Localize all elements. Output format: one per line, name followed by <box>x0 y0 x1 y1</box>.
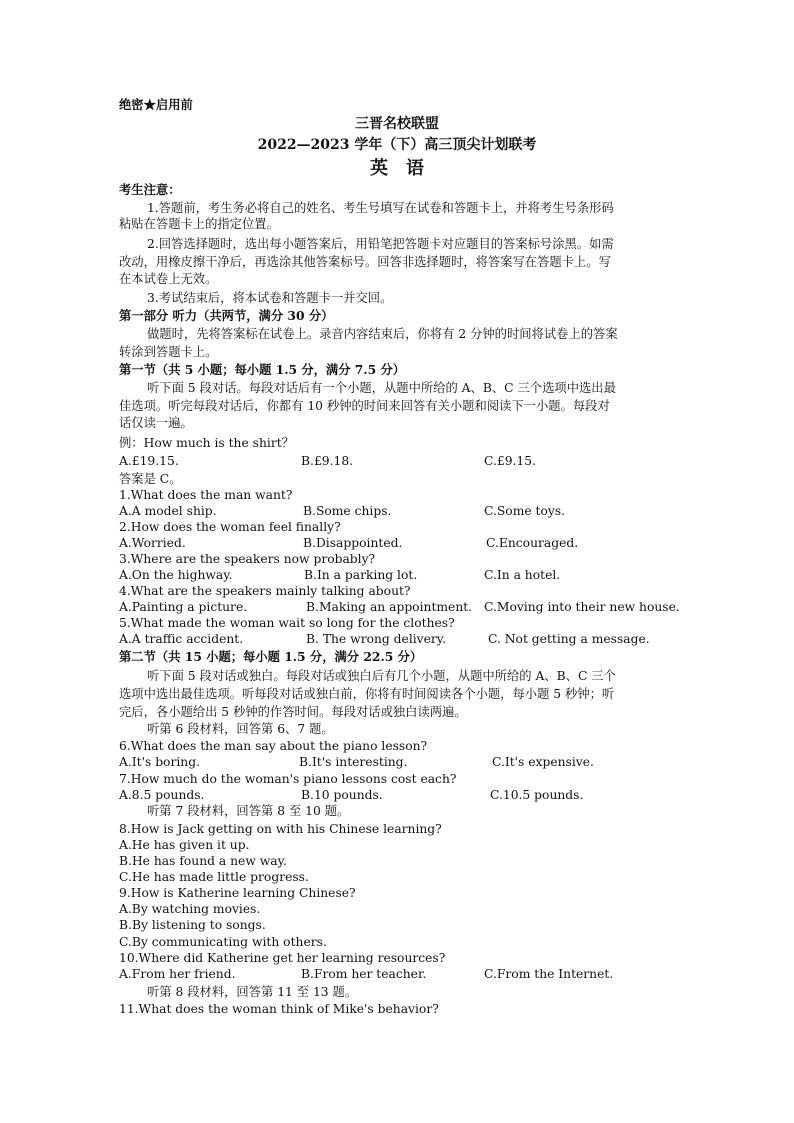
option-c: C. Not getting a message. <box>488 632 650 646</box>
notice-line: 改动，用橡皮擦干净后，再选涂其他答案标号。回答非选择题时，将答案写在答题卡上。写 <box>119 255 611 269</box>
option-a: A.He has given it up. <box>119 838 250 852</box>
material-heading: 听第 7 段材料，回答第 8 至 10 题。 <box>147 804 350 818</box>
notice-line: 粘贴在答题卡上的指定位置。 <box>119 217 279 231</box>
option-a: A.From her friend. <box>119 967 236 981</box>
part1-line: 做题时，先将答案标在试卷上。录音内容结束后，你将有 2 分钟的时间将试卷上的答案 <box>147 327 618 341</box>
part1-line: 转涂到答题卡上。 <box>119 345 218 359</box>
sec1-line: 听下面 5 段对话。每段对话后有一个小题，从题中所给的 A、B、C 三个选项中选出最 <box>147 381 616 395</box>
option-c: C.By communicating with others. <box>119 935 327 949</box>
option-b: B.From her teacher. <box>301 967 427 981</box>
option-a: A.8.5 pounds. <box>119 788 205 802</box>
question: 6.What does the man say about the piano lesson? <box>119 739 428 753</box>
option-b: B.In a parking lot. <box>304 568 418 582</box>
option-c: C.Encouraged. <box>486 536 579 550</box>
sec1-line: 话仅读一遍。 <box>119 416 193 430</box>
example-question: 例：How much is the shirt？ <box>119 436 294 450</box>
notice-line: 1.答题前，考生务必将自己的姓名、考生号填写在试卷和答题卡上，并将考生号条形码 <box>147 201 614 215</box>
option-c: C.Moving into their new house. <box>484 600 680 614</box>
question: 1.What does the man want? <box>119 488 293 502</box>
material-heading: 听第 6 段材料，回答第 6、7 题。 <box>147 722 334 736</box>
option-b: B.It's interesting. <box>299 755 408 769</box>
notice-line: 3.考试结束后，将本试卷和答题卡一并交回。 <box>147 291 393 305</box>
part1-title: 第一部分 听力（共两节，满分 30 分） <box>119 308 334 323</box>
question: 3.Where are the speakers now probably? <box>119 552 376 566</box>
exam-title: 2022—2023 学年（下）高三顶尖计划联考 <box>257 137 537 153</box>
option-a: A.£19.15. <box>119 454 179 468</box>
sec1-title: 第一节（共 5 小题；每小题 1.5 分，满分 7.5 分） <box>119 362 406 377</box>
option-a: A.A traffic accident. <box>119 632 244 646</box>
org-title: 三晋名校联盟 <box>355 116 439 132</box>
option-a: A.Painting a picture. <box>119 600 248 614</box>
option-b: B.10 pounds. <box>301 788 383 802</box>
sec2-line: 完后，各小题给出 5 秒钟的作答时间。每段对话或独白读两遍。 <box>119 705 467 719</box>
option-c: C.He has made little progress. <box>119 870 309 884</box>
question: 11.What does the woman think of Mike's behavior? <box>119 1002 439 1016</box>
question: 10.Where did Katherine get her learning resources? <box>119 951 446 965</box>
secret-label: 绝密★启用前 <box>119 97 193 112</box>
option-b: B.Making an appointment. <box>306 600 473 614</box>
option-a: A.It's boring. <box>119 755 200 769</box>
option-a: A.A model ship. <box>119 504 217 518</box>
subject-title: 英 语 <box>370 158 424 179</box>
option-b: B. The wrong delivery. <box>306 632 447 646</box>
sec2-line: 选项中选出最佳选项。听每段对话或独白前，你将有时间阅读各个小题，每小题 5 秒钟；听 <box>119 687 615 701</box>
example-answer: 答案是 C。 <box>119 472 182 486</box>
material-heading: 听第 8 段材料，回答第 11 至 13 题。 <box>147 985 358 999</box>
option-b: B.Some chips. <box>303 504 392 518</box>
option-c: C.From the Internet. <box>484 967 614 981</box>
question: 9.How is Katherine learning Chinese? <box>119 886 356 900</box>
option-b: B.£9.18. <box>301 454 354 468</box>
question: 8.How is Jack getting on with his Chinese learning? <box>119 822 442 836</box>
option-b: B.By listening to songs. <box>119 918 266 932</box>
notice-title: 考生注意： <box>119 182 181 197</box>
sec2-title: 第二节（共 15 小题；每小题 1.5 分，满分 22.5 分） <box>119 649 423 664</box>
option-c: C.10.5 pounds. <box>490 788 584 802</box>
notice-line: 2.回答选择题时，选出每小题答案后，用铅笔把答题卡对应题目的答案标号涂黑。如需 <box>147 237 614 251</box>
option-a: A.By watching movies. <box>119 902 261 916</box>
option-a: A.Worried. <box>119 536 186 550</box>
option-c: C.Some toys. <box>484 504 566 518</box>
question: 2.How does the woman feel finally? <box>119 520 341 534</box>
option-b: B.He has found a new way. <box>119 854 287 868</box>
option-b: B.Disappointed. <box>303 536 403 550</box>
option-c: C.£9.15. <box>484 454 536 468</box>
option-a: A.On the highway. <box>119 568 233 582</box>
option-c: C.It's expensive. <box>492 755 594 769</box>
sec1-line: 佳选项。听完每段对话后，你都有 10 秒钟的时间来回答有关小题和阅读下一小题。每段对 <box>119 399 610 413</box>
sec2-line: 听下面 5 段对话或独白。每段对话或独白后有几个小题，从题中所给的 A、B、C 三个 <box>147 669 616 683</box>
option-c: C.In a hotel. <box>484 568 561 582</box>
notice-line: 在本试卷上无效。 <box>119 272 218 286</box>
question: 5.What made the woman wait so long for the clothes? <box>119 616 455 630</box>
question: 7.How much do the woman's piano lessons cost each? <box>119 772 457 786</box>
question: 4.What are the speakers mainly talking about? <box>119 584 411 598</box>
